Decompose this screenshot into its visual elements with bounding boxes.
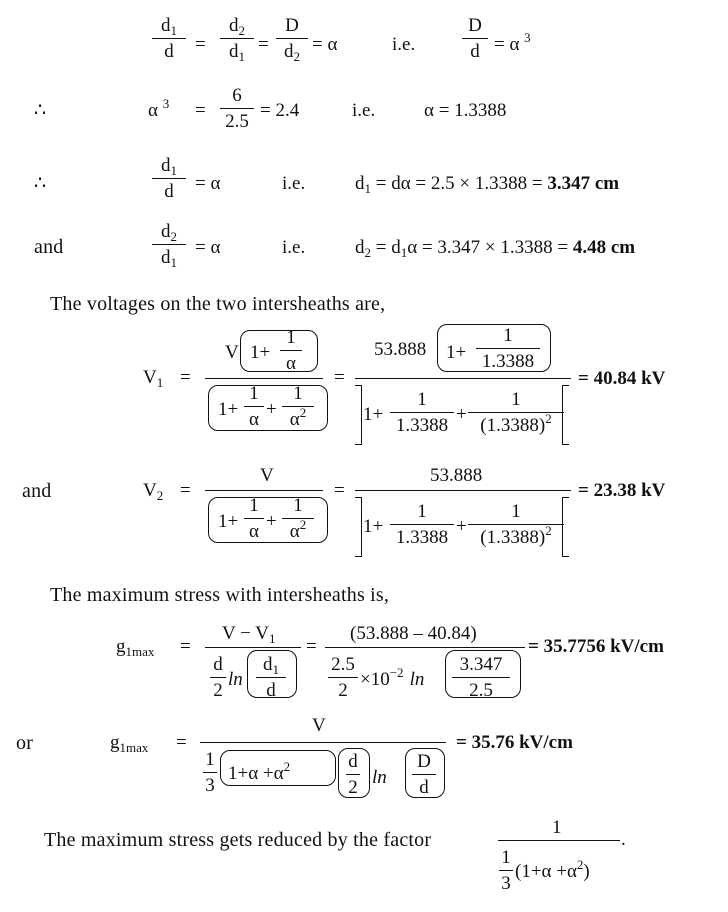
frac-D-over-d: $\frac{D}{d}$ (462, 16, 488, 61)
g2-result: = 35.76 kV/cm (456, 732, 573, 753)
frac-1-over-1-3388: $\frac{1}{1.3388}$ (476, 326, 540, 371)
frac-2-5-over-2: $\frac{2.5}{2}$ (328, 655, 358, 700)
one-plus: 1+ (363, 516, 384, 537)
paragraph-max-stress: The maximum stress with intersheaths is, (50, 584, 390, 606)
frac-1-over-1-3388-sq: $\frac{1}{(1.3388)^2}$ (468, 390, 564, 435)
g1-result: = 35.7756 kV/cm (528, 636, 664, 657)
one-plus: 1+ (250, 342, 271, 363)
frac-1-over-1-3388: $\frac{1}{1.3388}$ (390, 390, 454, 435)
frac-3-347-over-2-5: $\frac{3.347}{2.5}$ (452, 655, 510, 700)
times-ten: $\times 10^{-2}$ ln (360, 665, 425, 690)
and-label: and (22, 480, 52, 502)
ie: i.e. (392, 34, 416, 55)
ln-symbol: ln (228, 669, 243, 690)
equals: = (334, 480, 345, 501)
frac-d2-over-d1: $\frac{d_2}{d_1}$ (152, 222, 186, 267)
frac-D-over-d2: $\frac{D}{d_2}$ (276, 16, 308, 61)
one-plus: 1+ (218, 511, 239, 532)
therefore-symbol: ∴ (34, 173, 47, 194)
frac-d2-over-d1: $\frac{d_2}{d_1}$ (220, 16, 254, 61)
equals: = (334, 367, 345, 388)
g1max-label: $g_{1max}$ (110, 732, 149, 755)
frac-one-third: $\frac{1}{3}$ (203, 750, 217, 795)
one-plus: 1+ (363, 404, 384, 425)
equals: = (195, 100, 206, 121)
frac-d1-over-d: $\frac{d_1}{d}$ (152, 16, 186, 61)
bracket-left (355, 385, 362, 445)
period: . (621, 829, 626, 850)
v1-result: = 40.84 kV (578, 368, 666, 389)
ie: i.e. (282, 237, 306, 258)
equals-alpha: = α (312, 34, 338, 55)
fraction-bar (205, 647, 301, 648)
v-symbol: V (312, 715, 326, 736)
fraction-bar (205, 490, 323, 491)
equals: = (180, 636, 191, 657)
equals: = (176, 732, 187, 753)
plus: + (456, 516, 467, 537)
v-symbol: V (225, 342, 239, 363)
therefore-symbol: ∴ (34, 100, 47, 121)
ie: i.e. (352, 100, 376, 121)
one-plus-alpha-alpha2: $(1+\alpha +\alpha^2)$ (515, 857, 590, 882)
g1max-label: $g_{1max}$ (116, 636, 155, 659)
one-plus: 1+ (446, 342, 467, 363)
frac-1-over-1-3388-sq: $\frac{1}{(1.3388)^2}$ (468, 502, 564, 547)
fraction-bar (205, 378, 323, 379)
frac-6-over-2-5: $\frac{6}{2.5}$ (220, 86, 254, 131)
ln-symbol: ln (372, 767, 387, 788)
alpha-cubed: = α $^3$ (494, 30, 531, 55)
equals: = (195, 34, 206, 55)
result: = 2.4 (260, 100, 300, 121)
one-plus-alpha-alpha2: $1+\alpha +\alpha^2$ (228, 759, 291, 784)
numeric-numerator: (53.888 – 40.84) (350, 623, 477, 644)
paragraph-reduction-factor: The maximum stress gets reduced by the factor (44, 829, 432, 851)
alpha-value: α = 1.3388 (424, 100, 507, 121)
frac-one-third: $\frac{1}{3}$ (499, 848, 513, 893)
frac-d1-over-d: $\frac{d_1}{d}$ (256, 655, 286, 700)
fraction-bar (498, 840, 620, 841)
equals-alpha: = α (195, 237, 221, 258)
paragraph-voltages: The voltages on the two intersheaths are, (50, 293, 386, 315)
alpha-cubed: α $^3$ (148, 96, 170, 121)
one-plus: 1+ (218, 399, 239, 420)
plus: + (456, 404, 467, 425)
equals: = (180, 480, 191, 501)
bracket-right (562, 497, 569, 557)
num-53-888: 53.888 (374, 339, 427, 360)
equals: = (258, 34, 269, 55)
plus: + (266, 399, 277, 420)
ie: i.e. (282, 173, 306, 194)
equals: = (180, 367, 191, 388)
v2-label: $V_2$ (143, 480, 164, 503)
v1-label: $V_1$ (143, 367, 164, 390)
fraction-bar (355, 490, 571, 491)
d2-expression: $d_2 = d_1\alpha = 3.347 \times 1.3388 = 4.48$ cm (355, 237, 636, 260)
fraction-bar (200, 742, 446, 743)
and-label: and (34, 236, 64, 258)
factor-numerator: 1 (552, 817, 562, 838)
frac-1-over-alpha: $\frac{1}{\alpha}$ (280, 328, 302, 373)
num-53-888: 53.888 (430, 465, 483, 486)
equals: = (306, 636, 317, 657)
frac-1-over-alpha: $\frac{1}{\alpha}$ (244, 496, 264, 541)
frac-D-over-d: $\frac{D}{d}$ (412, 752, 436, 797)
v-symbol: V (260, 465, 274, 486)
fraction-bar (355, 378, 571, 379)
v2-result: = 23.38 kV (578, 480, 666, 501)
fraction-bar (325, 647, 525, 648)
v-minus-v1: $V - V_1$ (222, 623, 276, 646)
frac-d-over-2: $\frac{d}{2}$ (210, 655, 226, 700)
frac-d1-over-d: $\frac{d_1}{d}$ (152, 156, 186, 201)
frac-1-over-alpha2: $\frac{1}{\alpha^2}$ (282, 496, 314, 541)
d1-expression: $d_1 = d\alpha = 2.5 \times 1.3388 = 3.347$ cm (355, 173, 620, 196)
frac-1-over-alpha2: $\frac{1}{\alpha^2}$ (282, 384, 314, 429)
equals-alpha: = α (195, 173, 221, 194)
or-label: or (16, 732, 34, 754)
frac-d-over-2: $\frac{d}{2}$ (346, 752, 360, 797)
plus: + (266, 511, 277, 532)
frac-1-over-alpha: $\frac{1}{\alpha}$ (244, 384, 264, 429)
frac-1-over-1-3388: $\frac{1}{1.3388}$ (390, 502, 454, 547)
bracket-right (562, 385, 569, 445)
bracket-left (355, 497, 362, 557)
